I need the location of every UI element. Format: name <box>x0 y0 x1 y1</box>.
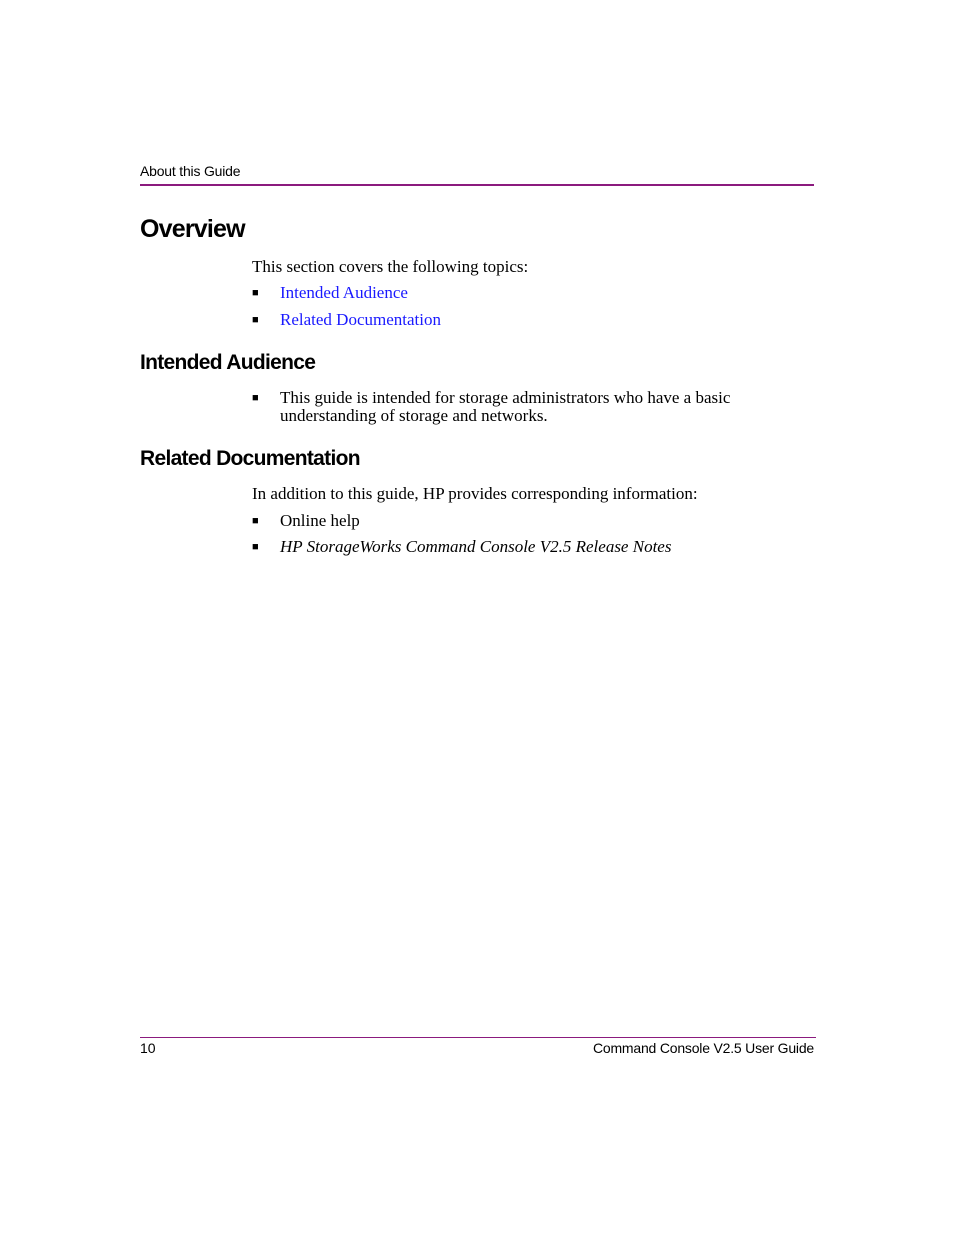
related-documentation-link[interactable]: Related Documentation <box>280 310 441 329</box>
page-number: 10 <box>140 1040 156 1056</box>
online-help-item: Online help <box>280 511 360 530</box>
bullet-icon: ■ <box>252 287 259 299</box>
bullet-icon: ■ <box>252 541 259 553</box>
bullet-icon: ■ <box>252 314 259 326</box>
intended-audience-heading: Intended Audience <box>140 351 316 374</box>
overview-intro: This section covers the following topics: <box>252 257 529 276</box>
audience-bullet-line-1: This guide is intended for storage administrators who have a basic <box>280 388 731 407</box>
overview-heading: Overview <box>140 215 245 243</box>
running-header: About this Guide <box>140 163 241 179</box>
footer-rule <box>140 1037 816 1038</box>
release-notes-item: HP StorageWorks Command Console V2.5 Release Notes <box>280 537 672 556</box>
related-documentation-heading: Related Documentation <box>140 447 360 470</box>
intended-audience-link[interactable]: Intended Audience <box>280 283 408 302</box>
related-intro: In addition to this guide, HP provides corresponding information: <box>252 484 698 503</box>
audience-bullet-line-2: understanding of storage and networks. <box>280 406 548 425</box>
bullet-icon: ■ <box>252 515 259 527</box>
header-rule <box>140 184 814 186</box>
bullet-icon: ■ <box>252 392 259 404</box>
footer-guide-title: Command Console V2.5 User Guide <box>592 1040 814 1056</box>
